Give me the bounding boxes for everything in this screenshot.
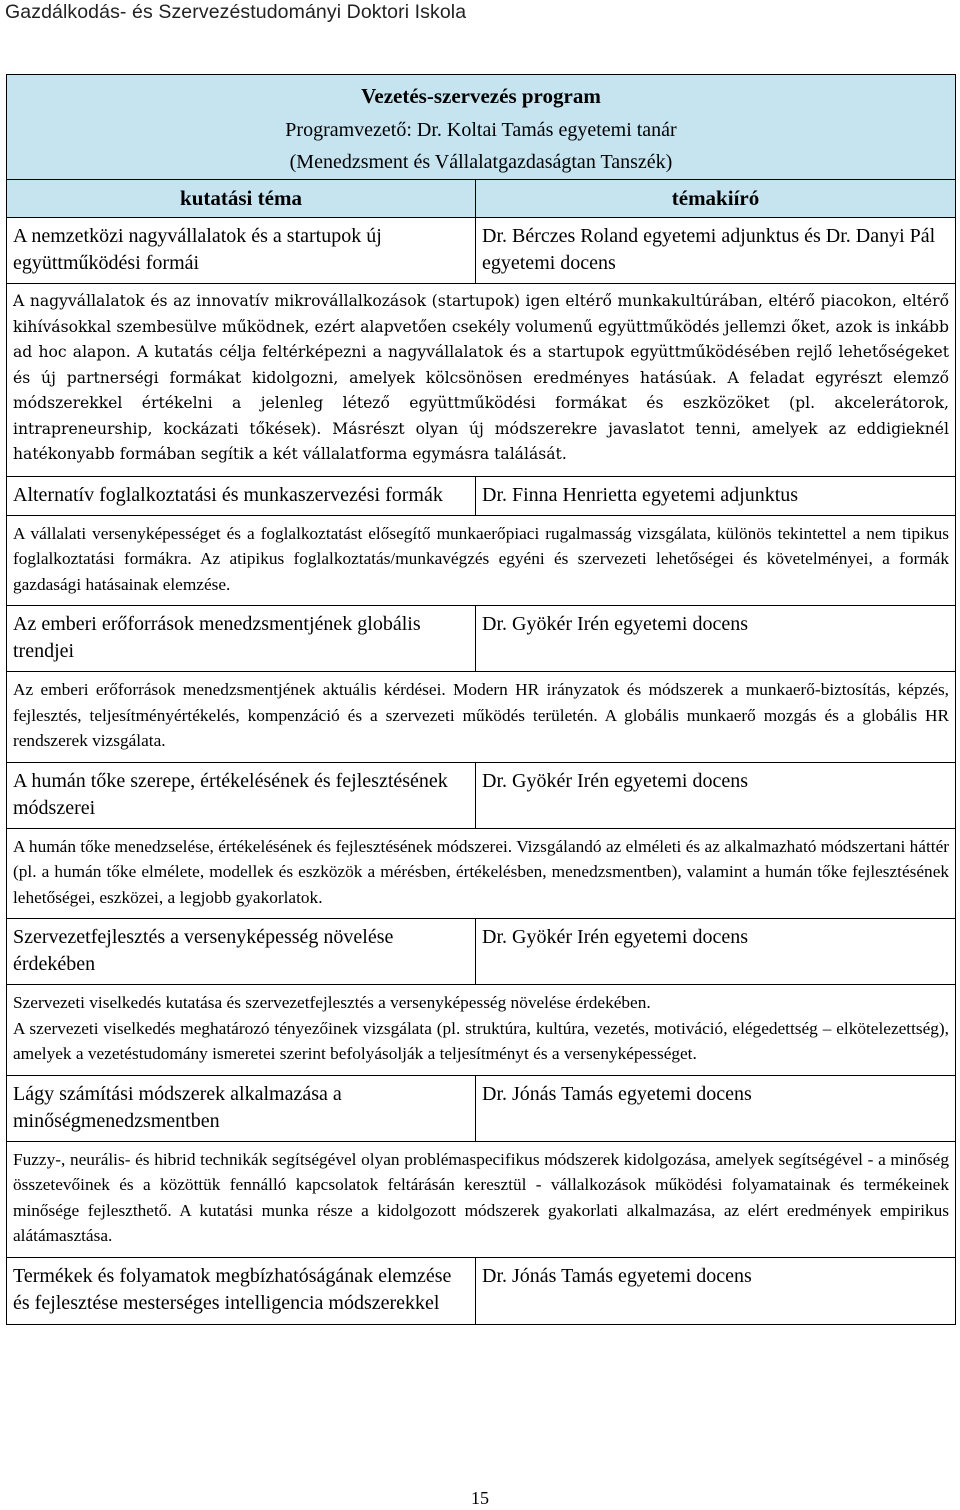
topic-title: A humán tőke szerepe, értékelésének és fejlesztésének módszerei [7, 762, 476, 828]
topic-writer: Dr. Jónás Tamás egyetemi docens [476, 1075, 956, 1141]
column-header-row [7, 180, 956, 218]
program-table [6, 74, 956, 1325]
program-title: Vezetés-szervezés program [361, 84, 601, 108]
topic-description: A humán tőke menedzselése, értékelésének és fejlesztésének módszerei. Vizsgálandó az elméleti és az alkalmazható módszertani háttér (pl. a humán tőke elmélete, modellek és eszközök a mérésben, értékelésben, menedzsmentben), valamint a humán tőke fejlesztésének lehetőségei, eszközei, a legjobb gyakorlatok. [7, 828, 956, 919]
column-header-writer: témakiíró [476, 180, 956, 218]
topic-writer: Dr. Finna Henrietta egyetemi adjunktus [476, 476, 956, 515]
topic-writer: Dr. Bérczes Roland egyetemi adjunktus és Dr. Danyi Pál egyetemi docens [476, 218, 956, 284]
topic-description: A nagyvállalatok és az innovatív mikrovállalkozások (startupok) igen eltérő munkakultúrában, eltérő piacokon, eltérő kihívásokkal szembesülve működnek, ezért alapvetően csekély volumenű együttműködés jellemzi őket, azok is inkább ad hoc alapon. A kutatás célja feltérképezni a nagyvállalatok és a startupok együttműködésében rejlő lehetőségeket és új partnerségi formákat kidolgozni, amelyek kölcsönösen eredményes hatásúak. A feladat egyrészt elemző módszerekkel értékelni a jelenleg létező együttműködési formákat és eszközöket (pl. akcelerátorok, intrapreneurship, kockázati tőkések). Másrészt olyan új módszerekre javaslatot tenni, amelyek az eddigieknél hatékonyabb formában segítik a két vállalatforma egymásra találását. [7, 284, 956, 477]
topic-row [7, 762, 956, 828]
program-header-row [7, 75, 956, 180]
topic-description-line: A szervezeti viselkedés meghatározó tényezőinek vizsgálata (pl. struktúra, kultúra, vezetés, motiváció, elégedettség – elkötelezettség), amelyek a vezetéstudomány ismeretei szerint befolyásolják a teljesítményt és a versenyképességet. [13, 1018, 949, 1063]
topic-writer: Dr. Gyökér Irén egyetemi docens [476, 762, 956, 828]
topic-title: Az emberi erőforrások menedzsmentjének globális trendjei [7, 606, 476, 672]
program-department: (Menedzsment és Vállalatgazdaságtan Tanszék) [289, 151, 673, 173]
column-header-topic: kutatási téma [7, 180, 476, 218]
topic-row [7, 919, 956, 985]
description-row [7, 284, 956, 477]
topic-row [7, 1075, 956, 1141]
description-row [7, 672, 956, 763]
description-row [7, 1141, 956, 1257]
topic-row [7, 606, 956, 672]
description-row [7, 515, 956, 606]
topic-writer: Dr. Gyökér Irén egyetemi docens [476, 606, 956, 672]
description-row [7, 985, 956, 1076]
topic-description: Az emberi erőforrások menedzsmentjének aktuális kérdései. Modern HR irányzatok és módszerek a munkaerő-biztosítás, képzés, fejlesztés, teljesítményértékelés, kompenzáció és a szervezeti működés területén. A globális munkaerő mozgás és a globális HR rendszerek vizsgálata. [7, 672, 956, 763]
topic-row [7, 1257, 956, 1324]
page-number: 15 [471, 1488, 489, 1508]
topic-title: Termékek és folyamatok megbízhatóságának elemzése és fejlesztése mesterséges intelligencia módszerekkel [7, 1257, 476, 1324]
topic-title: Szervezetfejlesztés a versenyképesség növelése érdekében [7, 919, 476, 985]
topic-writer: Dr. Jónás Tamás egyetemi docens [476, 1257, 956, 1324]
topic-description-line: Szervezeti viselkedés kutatása és szervezetfejlesztés a versenyképesség növelése érdekében. [13, 993, 651, 1012]
program-header [7, 75, 956, 180]
topic-row [7, 476, 956, 515]
topic-title: A nemzetközi nagyvállalatok és a startupok új együttműködési formái [7, 218, 476, 284]
topic-description: A vállalati versenyképességet és a foglalkoztatást elősegítő munkaerőpiaci rugalmasság vizsgálata, különös tekintettel a nem tipikus foglalkoztatási formákra. Az atipikus foglalkoztatás/munkavégzés egyéni és szervezeti lehetőségei és követelményei, a formák gazdasági hatásainak elemzése. [7, 515, 956, 606]
topic-title: Lágy számítási módszerek alkalmazása a minőségmenedzsmentben [7, 1075, 476, 1141]
topic-title: Alternatív foglalkoztatási és munkaszervezési formák [7, 476, 476, 515]
school-name: Gazdálkodás- és Szervezéstudományi Doktori Iskola [5, 1, 467, 23]
topic-writer: Dr. Gyökér Irén egyetemi docens [476, 919, 956, 985]
topic-description: Fuzzy-, neurális- és hibrid technikák segítségével olyan problémaspecifikus módszerek kidolgozása, amelyek segítségével - a minőség összetevőinek és a közöttük fennálló kapcsolatok feltárásán keresztül - vállalkozások működési folyamatainak és termékeinek minősége fejleszthető. A kutatási munka része a kidolgozott módszerek gyakorlati alkalmazása, az elért eredmények empirikus alátámasztása. [7, 1141, 956, 1257]
program-leader: Programvezető: Dr. Koltai Tamás egyetemi tanár [285, 119, 677, 141]
topic-description [7, 985, 956, 1076]
description-row [7, 828, 956, 919]
topic-row [7, 218, 956, 284]
